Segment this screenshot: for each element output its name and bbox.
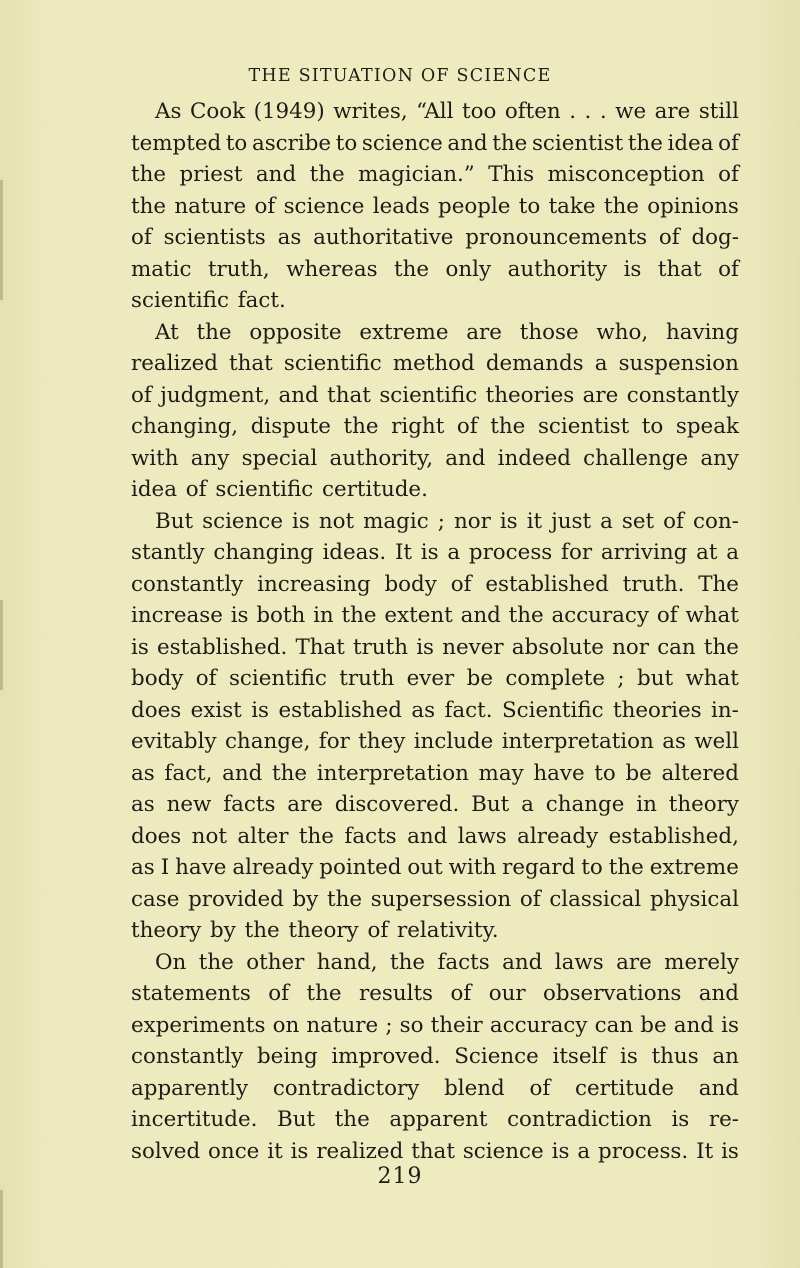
text-line: idea of scientific certitude.	[131, 477, 428, 502]
text-line: tempted to ascribe to science and the scientist the idea of	[131, 130, 739, 156]
text-line: as fact, and the interpretation may have to be altered	[131, 760, 739, 786]
text-line: the nature of science leads people to take the opinions	[131, 193, 739, 219]
text-line: matic truth, whereas the only authority is that of	[131, 256, 739, 282]
text-line: does not alter the facts and laws already established,	[131, 823, 739, 849]
text-line: realized that scientific method demands a suspension	[131, 351, 739, 376]
text-line: But science is not magic ; nor is it just a set of con-	[155, 508, 739, 534]
text-line: As Cook (1949) writes, “All too often . . . we are still	[155, 99, 739, 124]
text-line: does exist is established as fact. Scientific theories in-	[131, 697, 739, 723]
body-text	[131, 96, 739, 1167]
page-edge-shadow	[0, 1190, 3, 1268]
text-line: changing, dispute the right of the scientist to speak	[131, 414, 739, 439]
page-edge-shadow	[0, 180, 3, 300]
text-line: increase is both in the extent and the accuracy of what	[131, 603, 739, 628]
text-line: as new facts are discovered. But a change in theory	[131, 792, 739, 817]
text-line: the priest and the magician.” This misconception of	[131, 162, 739, 187]
text-line: scientific fact.	[131, 288, 286, 313]
text-line: constantly increasing body of established truth. The	[131, 571, 739, 597]
text-line: theory by the theory of relativity.	[131, 918, 499, 943]
text-line: apparently contradictory blend of certitude and	[131, 1075, 739, 1101]
text-line: On the other hand, the facts and laws are merely	[155, 949, 739, 975]
page-number: 219	[377, 1164, 423, 1189]
text-line: At the opposite extreme are those who, having	[155, 319, 739, 345]
text-line: case provided by the supersession of classical physical	[131, 886, 739, 912]
text-line: is established. That truth is never absolute nor can the	[131, 634, 739, 660]
text-line: of judgment, and that scientific theories are constantly	[131, 382, 739, 408]
text-line: incertitude. But the apparent contradiction is re-	[131, 1107, 739, 1132]
text-line: constantly being improved. Science itself is thus an	[131, 1044, 739, 1069]
text-line: with any special authority, and indeed challenge any	[131, 445, 739, 471]
text-line: evitably change, for they include interpretation as well	[131, 729, 739, 754]
text-line: of scientists as authoritative pronouncements of dog-	[131, 225, 739, 250]
page-edge-shadow	[0, 600, 3, 690]
text-line: solved once it is realized that science is a process. It is	[131, 1138, 739, 1164]
text-line: stantly changing ideas. It is a process for arriving at a	[131, 540, 739, 565]
text-line: body of scientific truth ever be complete ; but what	[131, 666, 739, 691]
text-line: as I have already pointed out with regard to the extreme	[131, 855, 739, 880]
text-line: statements of the results of our observations and	[131, 981, 739, 1006]
text-line: experiments on nature ; so their accuracy can be and is	[131, 1012, 739, 1038]
running-head: THE SITUATION OF SCIENCE	[248, 66, 552, 86]
